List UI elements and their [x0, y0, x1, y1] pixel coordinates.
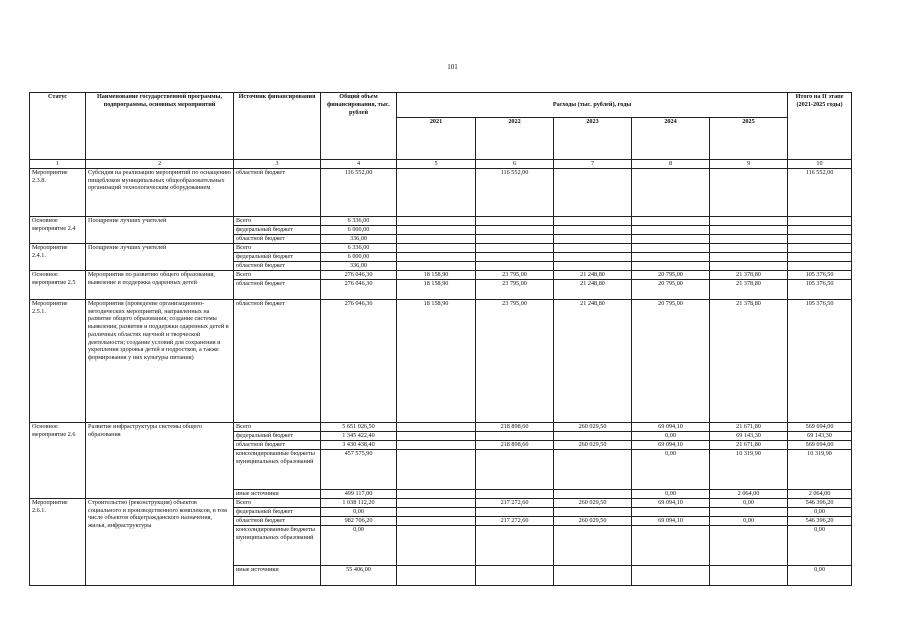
amount-2023	[554, 168, 632, 216]
col-index: 7	[554, 160, 632, 169]
amount-2023: 260 029,50	[554, 422, 632, 431]
financing-table	[29, 92, 852, 586]
col-index: 9	[710, 160, 788, 169]
total-amount: 276 046,30	[321, 279, 397, 299]
amount-2021	[397, 225, 476, 234]
amount-2025	[710, 168, 788, 216]
row-name: Строительство (реконструкция) объектов социального и производственного комплексов, в том числе объектов общегражданского назначения, жилья, инфраструктуры	[86, 498, 234, 585]
row-name: Развитие инфраструктуры системы общего образования	[86, 422, 234, 498]
amount-2021: 18 158,90	[397, 279, 476, 299]
header-year: 2025	[710, 118, 788, 160]
amount-2025: 21 378,80	[710, 270, 788, 279]
amount-2022	[476, 261, 554, 270]
total-amount: 6 000,00	[321, 225, 397, 234]
amount-2022	[476, 431, 554, 440]
amount-2024: 20 795,00	[632, 299, 710, 422]
row-name: Поощрение лучших учителей	[86, 243, 234, 270]
amount-2025: 21 671,80	[710, 422, 788, 431]
amount-2021	[397, 449, 476, 489]
amount-2022	[476, 252, 554, 261]
amount-2021	[397, 440, 476, 449]
amount-2024: 0,00	[632, 431, 710, 440]
amount-2022	[476, 449, 554, 489]
amount-2021	[397, 168, 476, 216]
amount-2023	[554, 565, 632, 585]
amount-2021	[397, 498, 476, 507]
funding-source: областной бюджет	[234, 168, 321, 216]
funding-source: иные источники	[234, 489, 321, 498]
row-name: Субсидия на реализацию мероприятий по оснащению пищеблоков муниципальных общеобразовательных организаций технологическим оборудованием	[86, 168, 234, 216]
amount-2022	[476, 507, 554, 516]
amount-2021	[397, 507, 476, 516]
stage-total-amount: 105 376,50	[788, 279, 852, 299]
total-amount: 276 046,30	[321, 299, 397, 422]
funding-source: федеральный бюджет	[234, 507, 321, 516]
amount-2025	[710, 216, 788, 225]
table-row	[30, 216, 852, 225]
total-amount: 336,00	[321, 234, 397, 243]
amount-2023	[554, 525, 632, 565]
amount-2023	[554, 243, 632, 252]
funding-source: областной бюджет	[234, 516, 321, 525]
total-amount: 982 706,20	[321, 516, 397, 525]
stage-total-amount: 105 376,50	[788, 270, 852, 279]
row-status: Мероприятие 2.6.1.	[30, 498, 86, 585]
amount-2024	[632, 261, 710, 270]
col-index: 2	[86, 160, 234, 169]
funding-source: консолидированные бюджеты муниципальных образований	[234, 449, 321, 489]
stage-total-amount: 546 396,20	[788, 498, 852, 507]
stage-total-amount: 2 064,00	[788, 489, 852, 498]
total-amount: 5 651 026,50	[321, 422, 397, 431]
amount-2024	[632, 565, 710, 585]
amount-2021	[397, 565, 476, 585]
amount-2023	[554, 261, 632, 270]
amount-2021	[397, 234, 476, 243]
stage-total-amount: 0,00	[788, 507, 852, 516]
header-name: Наименование государственной программы, подпрограммы, основных мероприятий	[86, 93, 234, 160]
row-status: Мероприятие 2.3.8.	[30, 168, 86, 216]
amount-2025	[710, 243, 788, 252]
total-amount: 6 000,00	[321, 252, 397, 261]
funding-source: областной бюджет	[234, 440, 321, 449]
amount-2025: 2 064,00	[710, 489, 788, 498]
header-expenses: Расходы (тыс. рублей), годы	[397, 93, 788, 118]
amount-2023: 260 029,50	[554, 440, 632, 449]
amount-2024	[632, 225, 710, 234]
amount-2021	[397, 243, 476, 252]
amount-2022: 217 272,60	[476, 516, 554, 525]
stage-total-amount: 10 319,90	[788, 449, 852, 489]
amount-2023: 21 248,80	[554, 270, 632, 279]
amount-2025	[710, 507, 788, 516]
amount-2025	[710, 252, 788, 261]
amount-2022: 116 552,00	[476, 168, 554, 216]
total-amount: 1 038 112,20	[321, 498, 397, 507]
amount-2025	[710, 225, 788, 234]
col-index: 1	[30, 160, 86, 169]
total-amount: 0,00	[321, 507, 397, 516]
stage-total-amount: 105 376,50	[788, 299, 852, 422]
amount-2022: 218 898,60	[476, 440, 554, 449]
stage-total-amount	[788, 252, 852, 261]
total-amount: 276 046,30	[321, 270, 397, 279]
amount-2025	[710, 525, 788, 565]
amount-2024: 0,00	[632, 489, 710, 498]
table-row	[30, 299, 852, 422]
table-row	[30, 270, 852, 279]
amount-2025	[710, 234, 788, 243]
amount-2022	[476, 525, 554, 565]
amount-2021	[397, 422, 476, 431]
amount-2023	[554, 252, 632, 261]
row-status: Основное мероприятие 2.5	[30, 270, 86, 299]
stage-total-amount	[788, 243, 852, 252]
header-year: 2021	[397, 118, 476, 160]
amount-2022: 23 795,00	[476, 270, 554, 279]
row-status: Основное мероприятие 2.4	[30, 216, 86, 243]
total-amount: 6 336,00	[321, 216, 397, 225]
funding-source: Всего	[234, 270, 321, 279]
amount-2024	[632, 507, 710, 516]
row-name: Мероприятия по развитию общего образования, выявление и поддержка одаренных детей	[86, 270, 234, 299]
amount-2022	[476, 243, 554, 252]
amount-2025	[710, 565, 788, 585]
header-stage-total: Итого на II этапе (2021-2025 годы)	[788, 93, 852, 160]
amount-2022	[476, 225, 554, 234]
table-row	[30, 422, 852, 431]
row-name: Поощрение лучших учителей	[86, 216, 234, 243]
amount-2025: 21 378,80	[710, 299, 788, 422]
amount-2023	[554, 489, 632, 498]
amount-2023	[554, 216, 632, 225]
amount-2021: 18 158,90	[397, 299, 476, 422]
amount-2024: 0,00	[632, 449, 710, 489]
amount-2024	[632, 234, 710, 243]
amount-2024: 20 795,00	[632, 270, 710, 279]
stage-total-amount	[788, 225, 852, 234]
total-amount: 0,00	[321, 525, 397, 565]
amount-2025: 21 378,80	[710, 279, 788, 299]
amount-2024: 69 094,10	[632, 516, 710, 525]
col-index: 8	[632, 160, 710, 169]
funding-source: иные источники	[234, 565, 321, 585]
page-number: 101	[447, 63, 458, 71]
header-year: 2024	[632, 118, 710, 160]
amount-2023: 260 029,50	[554, 516, 632, 525]
amount-2021: 18 158,90	[397, 270, 476, 279]
funding-source: областной бюджет	[234, 299, 321, 422]
amount-2022: 218 898,60	[476, 422, 554, 431]
amount-2025: 69 143,30	[710, 431, 788, 440]
amount-2024: 69 094,10	[632, 498, 710, 507]
stage-total-amount: 69 143,30	[788, 431, 852, 440]
funding-source: федеральный бюджет	[234, 225, 321, 234]
amount-2024: 69 094,10	[632, 422, 710, 431]
amount-2022	[476, 216, 554, 225]
amount-2025: 10 319,90	[710, 449, 788, 489]
total-amount: 116 552,00	[321, 168, 397, 216]
funding-source: Всего	[234, 216, 321, 225]
funding-source: Всего	[234, 243, 321, 252]
amount-2024	[632, 216, 710, 225]
total-amount: 457 575,90	[321, 449, 397, 489]
amount-2021	[397, 525, 476, 565]
col-index: 5	[397, 160, 476, 169]
row-name: Мероприятия (проведение организационно-методических мероприятий, направленных на развитие общего образования; создание системы выявления, развития и поддержки одаренных детей в различных областях научной и творческой деятельности; создание условий для сохранения и укрепления здоровья детей и подростков, а также формирования у них культуры питания)	[86, 299, 234, 422]
header-total: Общий объем финансирования, тыс. рублей	[321, 93, 397, 160]
amount-2021	[397, 216, 476, 225]
col-index: 3	[234, 160, 321, 169]
header-year: 2023	[554, 118, 632, 160]
amount-2021	[397, 431, 476, 440]
total-amount: 3 430 438,40	[321, 440, 397, 449]
table-row	[30, 168, 852, 216]
funding-source: областной бюджет	[234, 234, 321, 243]
amount-2023: 21 248,80	[554, 299, 632, 422]
stage-total-amount: 569 694,00	[788, 440, 852, 449]
table-row	[30, 243, 852, 252]
table-row	[30, 498, 852, 507]
total-amount: 55 406,00	[321, 565, 397, 585]
total-amount: 499 117,00	[321, 489, 397, 498]
stage-total-amount: 569 694,00	[788, 422, 852, 431]
amount-2023	[554, 225, 632, 234]
header-year: 2022	[476, 118, 554, 160]
stage-total-amount	[788, 216, 852, 225]
total-amount: 1 345 422,40	[321, 431, 397, 440]
stage-total-amount: 0,00	[788, 525, 852, 565]
funding-source: федеральный бюджет	[234, 252, 321, 261]
amount-2023	[554, 507, 632, 516]
amount-2025: 21 671,80	[710, 440, 788, 449]
amount-2024	[632, 168, 710, 216]
amount-2023	[554, 449, 632, 489]
row-status: Основное мероприятие 2.6	[30, 422, 86, 498]
amount-2022	[476, 489, 554, 498]
amount-2024	[632, 525, 710, 565]
funding-source: Всего	[234, 498, 321, 507]
stage-total-amount	[788, 234, 852, 243]
amount-2024: 20 795,00	[632, 279, 710, 299]
amount-2023	[554, 234, 632, 243]
amount-2021	[397, 252, 476, 261]
funding-source: областной бюджет	[234, 279, 321, 299]
amount-2022: 217 272,60	[476, 498, 554, 507]
stage-total-amount	[788, 261, 852, 270]
amount-2023	[554, 431, 632, 440]
stage-total-amount: 546 396,20	[788, 516, 852, 525]
amount-2021	[397, 489, 476, 498]
amount-2024: 69 094,10	[632, 440, 710, 449]
amount-2022	[476, 565, 554, 585]
header-status: Статус	[30, 93, 86, 160]
funding-source: областной бюджет	[234, 261, 321, 270]
amount-2023: 260 029,50	[554, 498, 632, 507]
amount-2022: 23 795,00	[476, 279, 554, 299]
funding-source: консолидированные бюджеты муниципальных образований	[234, 525, 321, 565]
row-status: Мероприятие 2.4.1.	[30, 243, 86, 270]
col-index: 4	[321, 160, 397, 169]
col-index: 10	[788, 160, 852, 169]
funding-source: федеральный бюджет	[234, 431, 321, 440]
amount-2021	[397, 516, 476, 525]
amount-2023: 21 248,80	[554, 279, 632, 299]
amount-2024	[632, 243, 710, 252]
amount-2022: 23 795,00	[476, 299, 554, 422]
funding-source: Всего	[234, 422, 321, 431]
stage-total-amount: 0,00	[788, 565, 852, 585]
total-amount: 6 336,00	[321, 243, 397, 252]
row-status: Мероприятие 2.5.1.	[30, 299, 86, 422]
amount-2025	[710, 261, 788, 270]
header-source: Источник финансирования	[234, 93, 321, 160]
col-index: 6	[476, 160, 554, 169]
amount-2022	[476, 234, 554, 243]
amount-2021	[397, 261, 476, 270]
stage-total-amount: 116 552,00	[788, 168, 852, 216]
amount-2024	[632, 252, 710, 261]
total-amount: 336,00	[321, 261, 397, 270]
amount-2025: 0,00	[710, 516, 788, 525]
amount-2025: 0,00	[710, 498, 788, 507]
